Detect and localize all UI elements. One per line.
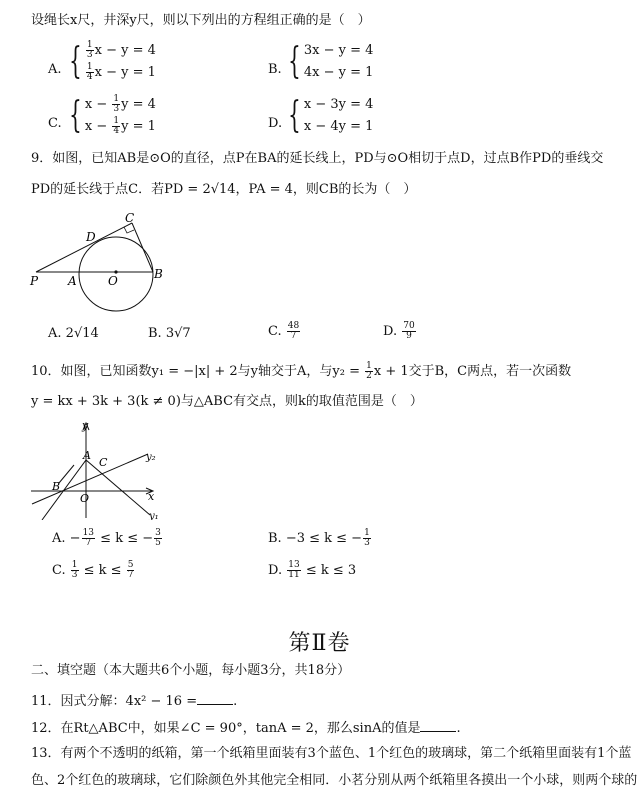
brace-icon: { <box>288 95 301 136</box>
label-o: O <box>80 492 90 505</box>
segment-bc <box>59 465 74 483</box>
q9-option-c[interactable]: C. $\frac{48}{7}$ <box>268 321 300 341</box>
q8-option-b[interactable]: { 3x − y = 4 4x − y = 1 <box>288 41 374 82</box>
q9-option-d[interactable]: D. $\frac{70}{9}$ <box>383 321 415 341</box>
q9-option-b[interactable]: B. 3√7 <box>148 326 191 341</box>
q9-stem-line2: PD的延长线于点C．若PD = 2√14，PA = 4，则CB的长为（ ） <box>31 182 417 197</box>
q10-option-b[interactable]: B. −3 ≤ k ≤ − $\frac{1}{3}$ <box>268 528 370 548</box>
q13-line2: 色、2个红色的玻璃球，它们除颜色外其他完全相同．小茗分别从两个纸箱里各摸出一个小球，则两个球的 <box>31 773 638 788</box>
q8-option-c[interactable]: { x − $\frac{1}{3}$ y = 4 x − $\frac{1}{4}$ y = 1 <box>69 94 156 136</box>
q8-option-b-label[interactable]: B. <box>268 62 282 77</box>
q8-option-a[interactable]: { $\frac{1}{3}$ x − y = 4 $\frac{1}{4}$ x − y = 1 <box>69 40 156 82</box>
q10-stem-line2: y = kx + 3k + 3(k ≠ 0)与△ABC有交点，则k的取值范围是（ ） <box>31 394 423 409</box>
q10-option-a[interactable]: A. − $\frac{13}{7}$ ≤ k ≤ − $\frac{3}{5}$ <box>52 528 161 548</box>
line-cb <box>132 223 153 272</box>
q9-figure <box>28 210 168 318</box>
label-y: y <box>82 420 89 432</box>
q12: 12．在Rt△ABC中，如果∠C = 90°，tanA = 2，那么sinA的值是 . <box>31 721 461 736</box>
label-y1: y₁ <box>149 511 159 520</box>
line-pc <box>36 223 132 272</box>
q8-option-d[interactable]: { x − 3y = 4 x − 4y = 1 <box>288 95 374 136</box>
label-c: C <box>125 211 135 225</box>
label-p: P <box>30 274 39 288</box>
q9-stem-line1: 9．如图，已知AB是⊙O的直径，点P在BA的延长线上，PD与⊙O相切于点D，过点B作PD的垂线交 <box>31 151 604 166</box>
label-a: A <box>83 449 91 462</box>
q10-option-d[interactable]: D. $\frac{13}{11}$ ≤ k ≤ 3 <box>268 560 357 580</box>
q9-option-a[interactable]: A. 2√14 <box>48 326 99 341</box>
label-b: B <box>52 480 61 493</box>
q10-stem-line1: 10．如图，已知函数y₁ = −|x| + 2与y轴交于A，与y₂ = $\frac{1}{2}$ x + 1交于B，C两点，若一次函数 <box>31 361 572 381</box>
label-x: x <box>148 490 155 503</box>
q10-figure <box>28 420 168 520</box>
q8-option-d-label[interactable]: D. <box>268 116 283 131</box>
label-o: O <box>108 274 118 288</box>
q8-option-a-label[interactable]: A. <box>48 62 62 77</box>
q10-option-c[interactable]: C. $\frac{1}{3}$ ≤ k ≤ $\frac{5}{7}$ <box>52 560 134 580</box>
brace-icon: { <box>69 95 82 136</box>
section-title: 第Ⅱ卷 <box>288 631 351 656</box>
label-d: D <box>86 230 96 244</box>
label-b: B <box>154 267 163 281</box>
part2-heading: 二、填空题（本大题共6个小题，每小题3分，共18分） <box>31 663 351 678</box>
answer-blank[interactable] <box>197 692 233 705</box>
label-c: C <box>99 456 108 469</box>
q13-line1: 13．有两个不透明的纸箱，第一个纸箱里面装有3个蓝色、1个红色的玻璃球，第二个纸箱里面装有1个蓝 <box>31 746 632 761</box>
brace-icon: { <box>69 41 82 82</box>
brace-icon: { <box>288 41 301 82</box>
right-angle-mark <box>124 227 134 233</box>
q11: 11．因式分解：4x² − 16 = . <box>31 694 238 709</box>
label-a: A <box>68 274 77 288</box>
answer-blank[interactable] <box>420 719 456 732</box>
q8-option-c-label[interactable]: C. <box>48 116 62 131</box>
q8-stem: 设绳长x尺，井深y尺，则以下列出的方程组正确的是（ ） <box>31 13 371 28</box>
label-y2: y₂ <box>146 452 156 463</box>
